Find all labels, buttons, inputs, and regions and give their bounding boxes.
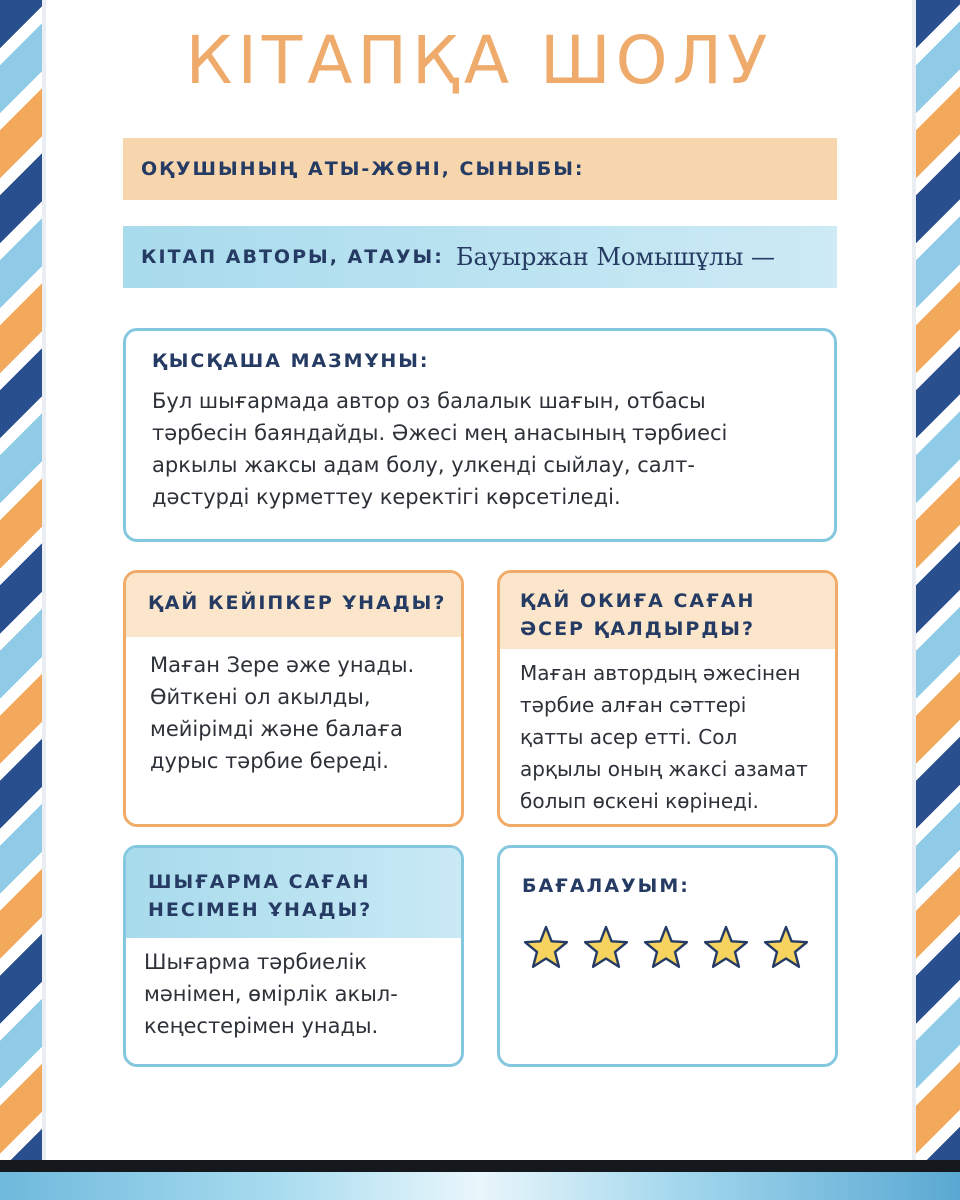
event-line: Маған автордың әжесінен	[520, 661, 801, 685]
right-stripe-border	[916, 0, 960, 1160]
favorite-character-card	[123, 570, 464, 827]
right-page-edge	[912, 0, 916, 1160]
impressive-event-heading	[500, 573, 835, 649]
character-line: дурыс тәрбие береді.	[150, 749, 389, 773]
rating-heading: БАҒАЛАУЫМ:	[522, 875, 690, 897]
liked-heading-line: ШЫҒАРМА САҒАН	[148, 871, 371, 893]
student-name-field[interactable]	[123, 138, 837, 200]
page-title: КІТАПҚА ШОЛУ	[185, 22, 773, 99]
event-heading-line: ҚАЙ ОКИҒА САҒАН	[520, 590, 756, 612]
liked-line: кеңестерімен унады.	[144, 1014, 379, 1038]
character-line: Өйткені ол акылды,	[150, 685, 371, 709]
book-author-field[interactable]	[123, 226, 837, 288]
star-icon[interactable]	[762, 924, 810, 972]
summary-line: дәстурді курметтеу керектігі көрсетіледі.	[152, 485, 621, 509]
liked-line: мәнімен, өмірлік акыл-	[144, 982, 398, 1006]
book-author-label: КІТАП АВТОРЫ, АТАУЫ:	[141, 246, 444, 268]
student-name-label: ОҚУШЫНЫҢ АТЫ-ЖӨНІ, СЫНЫБЫ:	[141, 158, 585, 180]
event-line: болып өскені көрінеді.	[520, 789, 759, 813]
favorite-character-heading: ҚАЙ КЕЙІПКЕР ҰНАДЫ?	[126, 573, 461, 637]
event-line: арқылы оның жаксі азамат	[520, 757, 808, 781]
favorite-character-text	[126, 637, 461, 777]
summary-card	[123, 328, 837, 542]
bottom-background-strip	[0, 1172, 960, 1200]
liked-line: Шығарма тәрбиелік	[144, 950, 367, 974]
summary-line: тәрбесін баяндайды. Әжесі мең анасының тәрбиесі	[152, 421, 728, 445]
bottom-divider	[0, 1160, 960, 1172]
summary-line: аркылы жаксы адам болу, улкенді сыйлау, салт-	[152, 453, 695, 477]
event-line: қатты асер етті. Сол	[520, 725, 738, 749]
rating-card	[497, 845, 838, 1067]
left-stripe-border	[0, 0, 42, 1160]
liked-heading-line: НЕСІМЕН ҰНАДЫ?	[148, 899, 373, 921]
event-heading-line: ӘСЕР ҚАЛДЫРДЫ?	[520, 618, 755, 640]
star-icon[interactable]	[702, 924, 750, 972]
book-author-value: Бауыржан Момышұлы —	[455, 243, 776, 271]
impressive-event-text	[500, 649, 835, 817]
star-icon[interactable]	[522, 924, 570, 972]
character-line: Маған Зере әже унады.	[150, 653, 415, 677]
summary-heading: ҚЫСҚАША МАЗМҰНЫ:	[152, 350, 430, 372]
why-liked-heading	[126, 848, 461, 938]
character-line: мейірімді және балаға	[150, 717, 403, 741]
event-line: тәрбие алған сәттері	[520, 693, 747, 717]
rating-stars[interactable]	[522, 924, 810, 972]
star-icon[interactable]	[582, 924, 630, 972]
left-page-edge	[42, 0, 46, 1160]
summary-text	[126, 375, 834, 513]
why-liked-text	[126, 938, 461, 1042]
summary-line: Бул шығармада автор оз балалык шағын, отбасы	[152, 389, 706, 413]
star-icon[interactable]	[642, 924, 690, 972]
impressive-event-card	[497, 570, 838, 827]
why-liked-card	[123, 845, 464, 1067]
